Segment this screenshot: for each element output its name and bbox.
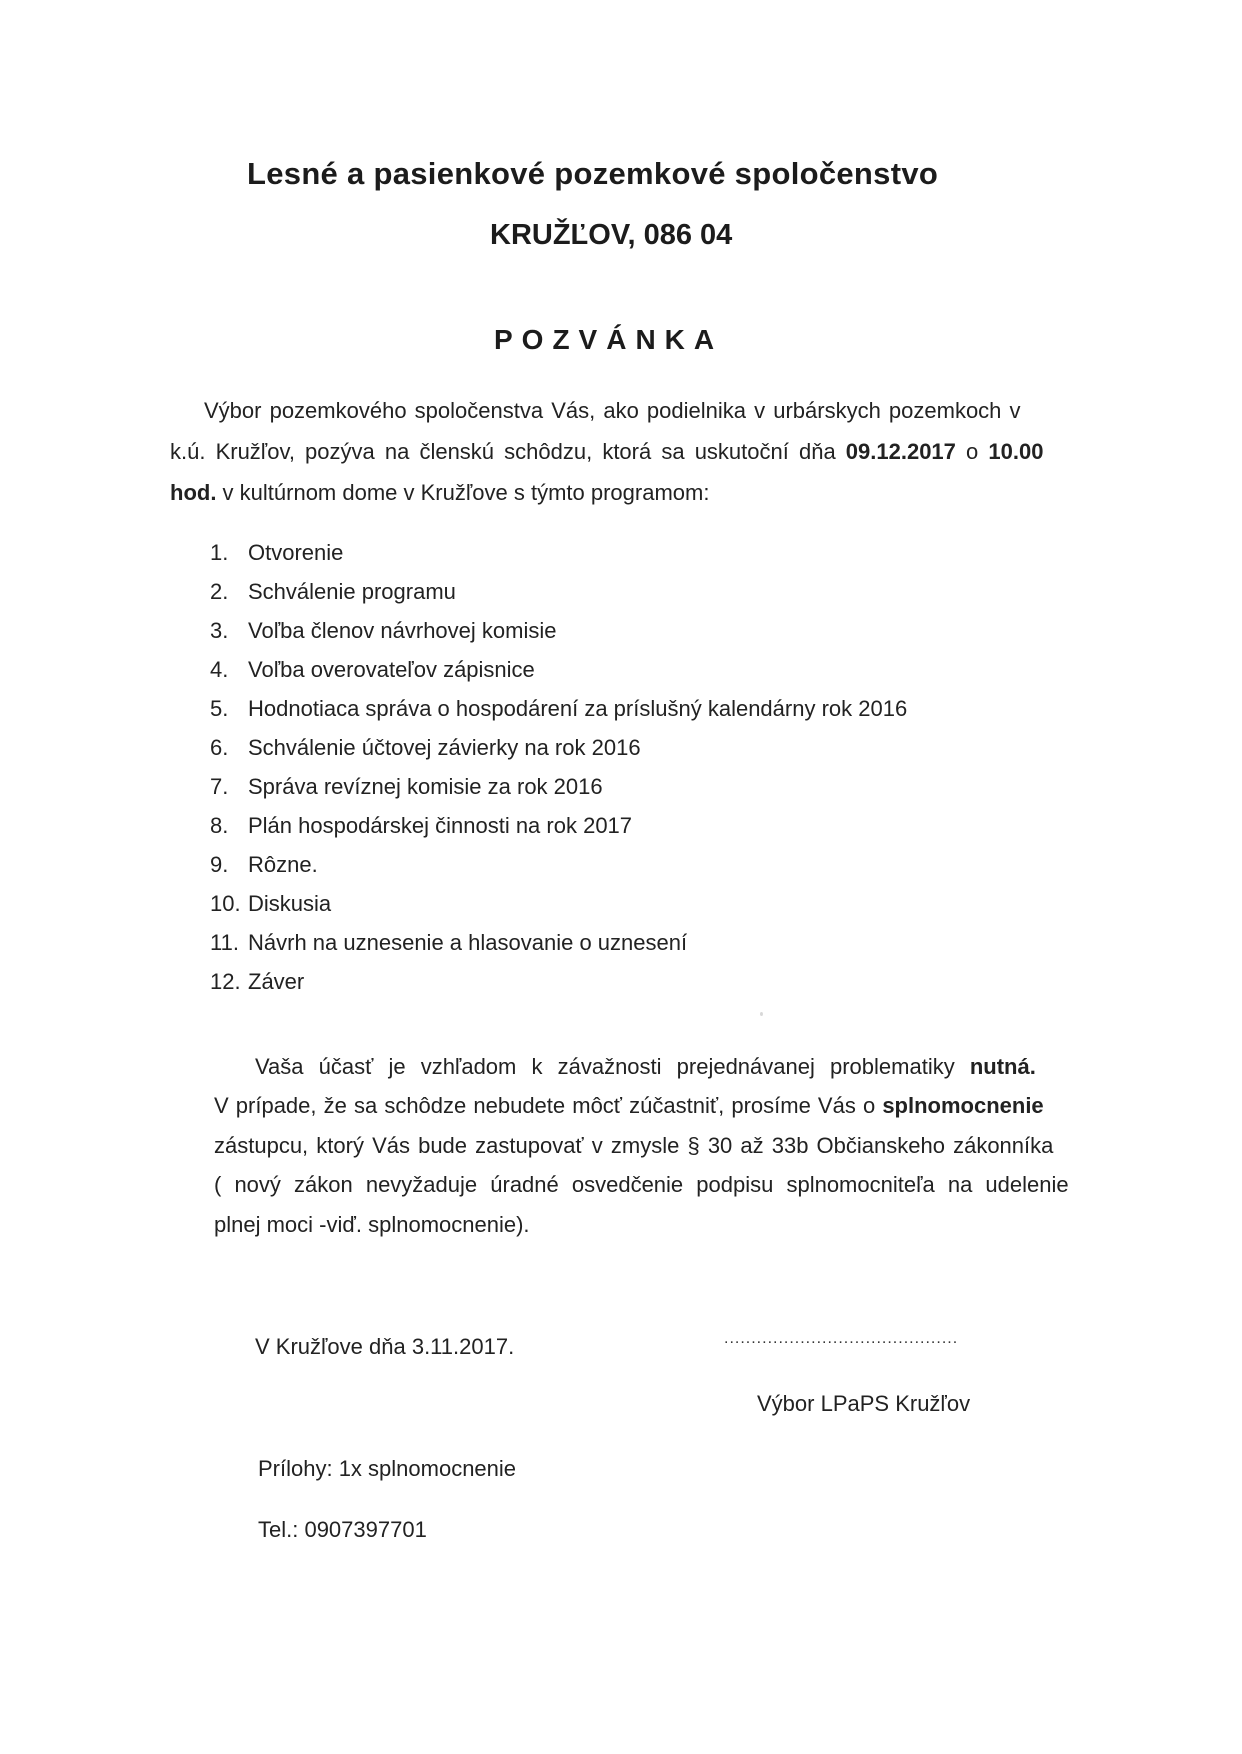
intro-line-3 bbox=[170, 480, 709, 506]
agenda-item bbox=[210, 579, 907, 618]
agenda-item-number: 2. bbox=[210, 579, 229, 604]
agenda-item bbox=[210, 930, 907, 969]
agenda-item-text: Voľba členov návrhovej komisie bbox=[248, 618, 557, 643]
agenda-item bbox=[210, 813, 907, 852]
notice-line-5: plnej moci -viď. splnomocnenie). bbox=[214, 1212, 530, 1237]
notice-line-1 bbox=[255, 1054, 1036, 1080]
meeting-time: 10.00 bbox=[988, 439, 1044, 464]
agenda-item-text: Správa revíznej komisie za rok 2016 bbox=[248, 774, 603, 799]
meeting-date: 09.12.2017 bbox=[845, 439, 956, 464]
agenda-item bbox=[210, 852, 907, 891]
agenda-item-number: 8. bbox=[210, 813, 229, 838]
intro-line-3-text: v kultúrnom dome v Kružľove s týmto programom: bbox=[216, 480, 710, 505]
agenda-item bbox=[210, 969, 907, 1008]
agenda-item-number: 9. bbox=[210, 852, 229, 877]
agenda-item bbox=[210, 774, 907, 813]
agenda-list bbox=[210, 540, 907, 1008]
notice-line-3: zástupcu, ktorý Vás bude zastupovať v zmysle § 30 až 33b Občianskeho zákonníka bbox=[214, 1133, 1054, 1158]
agenda-item-text: Voľba overovateľov zápisnice bbox=[248, 657, 535, 682]
agenda-item-text: Záver bbox=[248, 969, 305, 994]
organization-location: KRUŽĽOV, 086 04 bbox=[490, 219, 733, 251]
agenda-item bbox=[210, 540, 907, 579]
notice-line-2-text: V prípade, že sa schôdze nebudete môcť zúčastniť, prosíme Vás o bbox=[214, 1093, 883, 1118]
attendance-required: nutná. bbox=[969, 1054, 1036, 1079]
signature-line: ........................................... bbox=[724, 1330, 959, 1347]
agenda-item-number: 12. bbox=[210, 969, 241, 994]
contact-phone: Tel.: 0907397701 bbox=[258, 1517, 427, 1542]
notice-line-1-text: Vaša účasť je vzhľadom k závažnosti prejednávanej problematiky bbox=[255, 1054, 970, 1079]
agenda-item-text: Schválenie programu bbox=[248, 579, 456, 604]
agenda-item bbox=[210, 618, 907, 657]
intro-line-2-text: k.ú. Kružľov, pozýva na členskú schôdzu, ktorá sa uskutoční dňa bbox=[170, 439, 846, 464]
agenda-item-text: Plán hospodárskej činnosti na rok 2017 bbox=[248, 813, 633, 838]
agenda-item-text: Rôzne. bbox=[248, 852, 318, 877]
agenda-item-text: Otvorenie bbox=[248, 540, 344, 565]
signatory: Výbor LPaPS Kružľov bbox=[757, 1391, 971, 1416]
time-unit: hod. bbox=[170, 480, 217, 505]
agenda-item-text: Návrh na uznesenie a hlasovanie o uznesení bbox=[248, 930, 688, 955]
intro-line-2 bbox=[170, 439, 1043, 465]
agenda-item-number: 5. bbox=[210, 696, 229, 721]
intro-connector: o bbox=[955, 439, 989, 464]
agenda-item-number: 1. bbox=[210, 540, 229, 565]
agenda-item-text: Schválenie účtovej závierky na rok 2016 bbox=[248, 735, 641, 760]
agenda-item-text: Diskusia bbox=[248, 891, 332, 916]
place-and-date: V Kružľove dňa 3.11.2017. bbox=[255, 1334, 515, 1359]
proxy-emphasis: splnomocnenie bbox=[882, 1093, 1044, 1118]
agenda-item bbox=[210, 735, 907, 774]
organization-name: Lesné a pasienkové pozemkové spoločenstvo bbox=[247, 156, 939, 191]
notice-line-4: ( nový zákon nevyžaduje úradné osvedčenie podpisu splnomocniteľa na udelenie bbox=[214, 1172, 1069, 1197]
agenda-item bbox=[210, 696, 907, 735]
agenda-item bbox=[210, 657, 907, 696]
scan-speck bbox=[760, 1012, 763, 1016]
notice-line-2 bbox=[214, 1093, 1044, 1119]
agenda-item-number: 6. bbox=[210, 735, 229, 760]
document-title: POZVÁNKA bbox=[494, 324, 724, 355]
agenda-item-number: 10. bbox=[210, 891, 241, 916]
intro-line-1: Výbor pozemkového spoločenstva Vás, ako podielnika v urbárskych pozemkoch v bbox=[204, 398, 1021, 423]
agenda-item-number: 11. bbox=[210, 930, 239, 955]
agenda-item-text: Hodnotiaca správa o hospodárení za príslušný kalendárny rok 2016 bbox=[248, 696, 908, 721]
agenda-item bbox=[210, 891, 907, 930]
attachments: Prílohy: 1x splnomocnenie bbox=[258, 1456, 517, 1481]
agenda-item-number: 4. bbox=[210, 657, 229, 682]
agenda-item-number: 7. bbox=[210, 774, 229, 799]
agenda-item-number: 3. bbox=[210, 618, 229, 643]
